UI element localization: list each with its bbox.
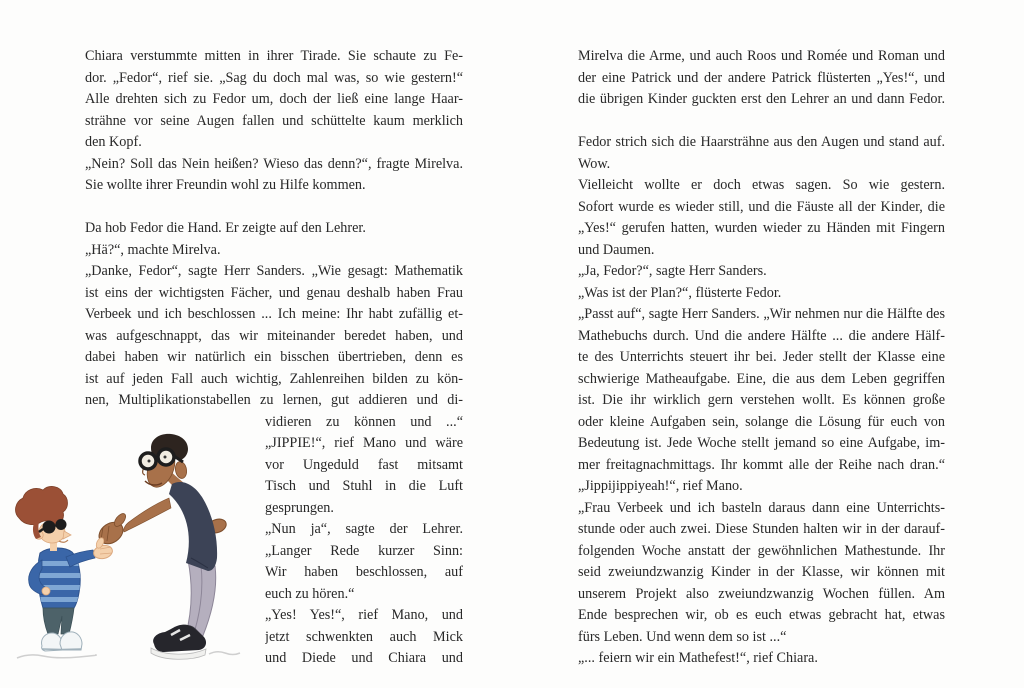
- paragraph-break: [578, 111, 945, 133]
- small-boy-hair: [16, 487, 68, 525]
- text-line: schwierige Matheaufgabe. Eine, die aus dem Leben gegriffen: [578, 370, 945, 387]
- text-line: Sie wollte ihrer Freundin wohl zu Hilfe kommen.: [85, 177, 366, 193]
- text-line: und Daumen.: [578, 241, 655, 258]
- text-line: Wow.: [578, 155, 611, 172]
- text-line: „Nein? Soll das Nein heißen? Wieso das denn?“, fragte Mirelva.: [85, 155, 463, 172]
- text-line: Vielleicht wollte er doch etwas sagen. So wie gestern.: [578, 177, 945, 193]
- text-line: „Was ist der Plan?“, flüsterte Fedor.: [578, 284, 782, 301]
- text-line: „JIPPIE!“, rief Mano und wäre: [265, 435, 463, 451]
- text-line: „Danke, Fedor“, sagte Herr Sanders. „Wie gesagt: Mathematik: [85, 263, 463, 279]
- text-line: jetzt schwenkten auch Mick: [265, 628, 463, 645]
- text-line: dor. „Fedor“, rief sie. „Sag du doch mal was, so wie gestern!“: [85, 69, 463, 86]
- tall-boy-shirt: [169, 482, 217, 571]
- text-line: die übrigen Kinder guckten erst den Lehrer an und dann Fedor.: [578, 91, 945, 107]
- text-line: was aufgeschnappt, das wir miteinander beredet haben, und: [85, 327, 463, 344]
- text-line: ist eins der wichtigsten Fächer, und genau deshalb haben Frau: [85, 284, 463, 301]
- ground-line-right: [209, 652, 240, 655]
- ground-line-left: [17, 655, 96, 658]
- text-line: der eine Patrick und der andere Patrick flüsterten „Yes!“, und: [578, 69, 945, 86]
- text-line: Bedeutung ist. Jede Woche stellt jemand so eine Aufgabe, im-: [578, 435, 945, 451]
- text-line: ist auf jeden Fall auch wichtig, Zahlenreihen bilden zu kön-: [85, 370, 463, 387]
- text-line: vidieren zu können und ...“: [265, 413, 463, 430]
- text-line: Fedor strich sich die Haarsträhne aus den Augen und stand auf.: [578, 134, 945, 150]
- text-line: „Jippijippiyeah!“, rief Mano.: [578, 478, 743, 494]
- text-line: „Nun ja“, sagte der Lehrer.: [265, 521, 463, 537]
- text-line: gesprungen.: [265, 499, 334, 516]
- text-line: mer freitagnachmittags. Ihr kommt alle der Reihe nach dran.“: [578, 456, 945, 473]
- text-line: Da hob Fedor die Hand. Er zeigte auf den Lehrer.: [85, 220, 366, 236]
- text-line: „Yes! Yes!“, rief Mano, und: [265, 607, 463, 623]
- text-line: den Kopf.: [85, 134, 142, 150]
- paragraph-break: [85, 197, 463, 219]
- text-line: Ende besprechen wir, ob es euch etwas gebracht hat, etwas: [578, 607, 945, 623]
- text-line: euch zu hören.“: [265, 585, 355, 602]
- small-boy-pants: [43, 608, 74, 634]
- text-line: Wir haben beschlossen, auf: [265, 564, 463, 580]
- text-line: „Ja, Fedor?“, sagte Herr Sanders.: [578, 263, 767, 279]
- small-boy-shoe-left: [42, 633, 62, 651]
- text-line: vor Ungeduld fast mitsamt: [265, 456, 463, 473]
- text-line: Chiara verstummte mitten in ihrer Tirade. Sie schaute zu Fe-: [85, 48, 463, 64]
- text-line: Mirelva die Arme, und auch Roos und Romée und Roman und: [578, 48, 945, 64]
- text-line: Tisch und Stuhl in die Luft: [265, 478, 463, 494]
- left-page-text-wrap: [265, 412, 463, 670]
- text-line: Sofort wurde es wieder still, und die Fäuste all der Kinder, die: [578, 198, 945, 215]
- text-line: Alle drehten sich zu Fedor um, doch der ließ eine lange Haar-: [85, 91, 463, 107]
- right-page-text: [578, 46, 945, 670]
- small-boy-shoe-right: [60, 632, 82, 650]
- text-line: oder kleine Aufgaben sein, solange die Lösung für euch von: [578, 413, 945, 430]
- left-page-text-main: [85, 46, 463, 412]
- figure-tall-boy: [95, 434, 228, 659]
- text-line: fürs Leben. Und wenn dem so ist ...“: [578, 628, 787, 645]
- text-line: te des Unterrichts steuert ihr bei. Jeder stellt der Klasse eine: [578, 349, 945, 365]
- small-boy-fist: [42, 587, 50, 595]
- text-line: „Yes!“ gerufen hatten, wurden wieder zu Händen mit Fingern: [578, 220, 945, 236]
- text-line: Verbeek und ich beschlossen ... Ich meine: Ihr habt zufällig et-: [85, 306, 463, 322]
- text-line: ist. Die ihr wirklich gern verstehen wollt. Es können große: [578, 392, 945, 408]
- text-line: stunde oder auch zwei. Diese Stunden halten wir in der darauf-: [578, 521, 945, 537]
- figure-small-boy: [16, 487, 114, 651]
- text-line: seid zweiundzwanzig Kinder in der Klasse, wir können mit: [578, 564, 945, 580]
- text-line: „Langer Rede kurzer Sinn:: [265, 542, 463, 559]
- tall-boy-arm: [124, 498, 171, 532]
- text-line: „... feiern wir ein Mathefest!“, rief Chiara.: [578, 650, 818, 666]
- text-line: dabei haben wir natürlich ein bisschen übertrieben, denn es: [85, 349, 463, 365]
- text-line: „Passt auf“, sagte Herr Sanders. „Wir nehmen nur die Hälfte des: [578, 306, 945, 322]
- small-boy-nose: [63, 531, 71, 539]
- text-line: und Diede und Chiara und: [265, 650, 463, 666]
- small-boy-shoe-soles: [42, 649, 81, 650]
- text-line: folgenden Woche anstatt der gewöhnlichen Mathestunde. Ihr: [578, 542, 945, 559]
- text-line: unserem Projekt also zweiundzwanzig Wochen füllen. Am: [578, 585, 945, 602]
- text-line: „Frau Verbeek und ich basteln daraus dann eine Unterrichts-: [578, 499, 945, 516]
- illustration-two-boys: [5, 420, 245, 668]
- text-line: „Hä?“, machte Mirelva.: [85, 241, 221, 258]
- text-line: strähne vor seine Augen fallen und schüttelte kaum merklich: [85, 112, 463, 129]
- text-line: nen, Multiplikationstabellen zu lernen, gut addieren und di-: [85, 392, 463, 408]
- text-line: Mathebuchs durch. Und die andere Hälfte ... die andere Hälf-: [578, 327, 945, 344]
